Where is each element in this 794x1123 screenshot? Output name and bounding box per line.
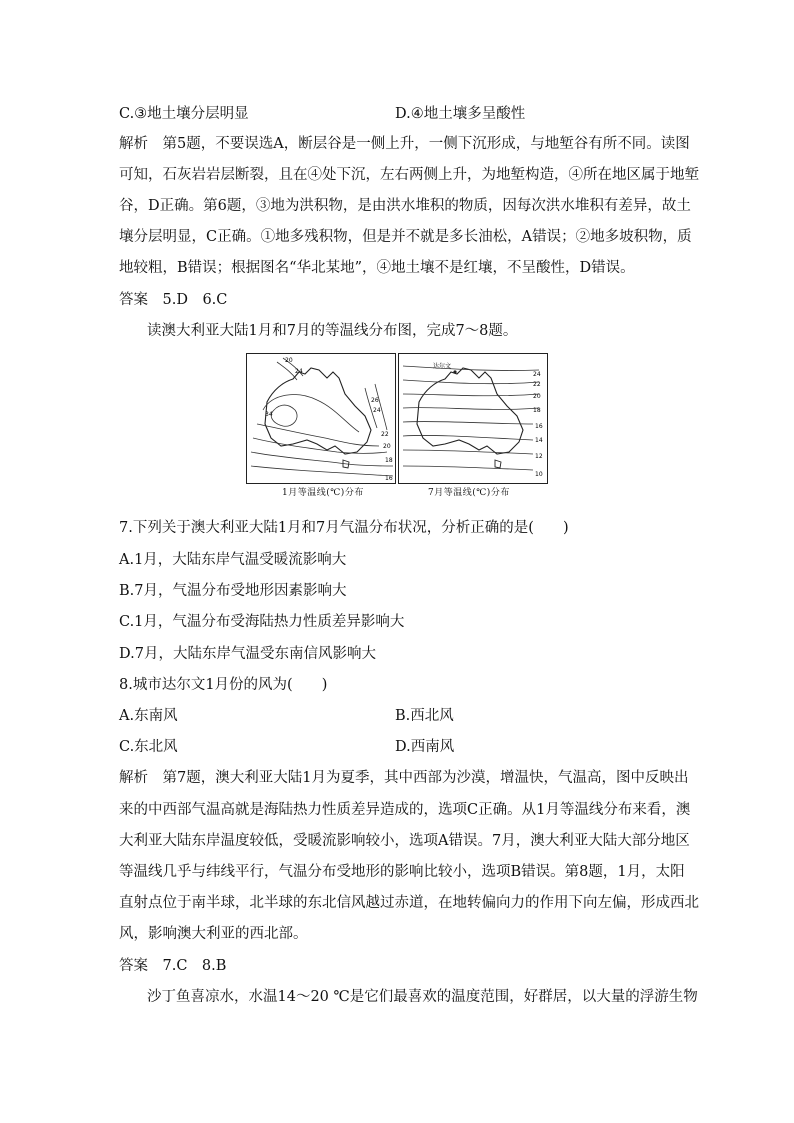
july-isotherm-map: [398, 353, 548, 484]
isotherm-label: 24: [295, 368, 303, 375]
isotherm-label: 20: [383, 443, 391, 450]
analysis-line: 地较粗，B错误；根据图名“华北某地”，④地土壤不是红壤，不呈酸性，D错误。: [119, 260, 635, 276]
isotherm-label: 16: [535, 423, 543, 430]
isotherm-label: 10: [535, 471, 543, 478]
answer-7-8: 答案 7.C 8.B: [119, 958, 227, 974]
option-6d: D.④地土壤多呈酸性: [395, 106, 526, 122]
option-7a: A.1月，大陆东岸气温受暖流影响大: [119, 552, 347, 568]
isotherm-label: 34: [265, 411, 273, 418]
july-caption: 7月等温线(℃)分布: [428, 488, 510, 498]
isotherm-label: 24: [373, 407, 381, 414]
analysis-line: 来的中西部气温高就是海陆热力性质差异造成的，选项C正确。从1月等温线分布来看，澳: [119, 802, 691, 818]
january-isotherm-map: [246, 353, 396, 484]
analysis-line: 直射点位于南半球，北半球的东北信风越过赤道，在地转偏向力的作用下向左偏，形成西北: [119, 895, 699, 911]
continent-outline: [417, 368, 523, 454]
option-6c: C.③地土壤分层明显: [119, 106, 249, 122]
isotherm-label: 22: [381, 431, 389, 438]
analysis-line: 壤分层明显，C正确。①地多残积物，但是并不就是多长油松，A错误；②地多坡积物，质: [119, 229, 692, 245]
analysis-line: 风，影响澳大利亚的西北部。: [119, 926, 308, 942]
isotherm-label: 20: [285, 357, 293, 364]
option-8b: B.西北风: [395, 708, 454, 724]
question-7-stem: 7.下列关于澳大利亚大陆1月和7月气温分布状况，分析正确的是( ): [119, 520, 569, 536]
analysis-line: 大利亚大陆东岸温度较低，受暖流影响较小，选项A错误。7月，澳大利亚大陆大部分地区: [119, 833, 690, 849]
analysis-line: 谷，D正确。第6题，③地为洪积物，是由洪水堆积的物质，因每次洪水堆积有差异，故土: [119, 198, 691, 214]
isotherm-label: 20: [533, 393, 541, 400]
analysis-line: 等温线几乎与纬线平行，气温分布受地形的影响比较小，选项B错误。第8题，1月，太阳: [119, 864, 685, 880]
january-caption: 1月等温线(℃)分布: [282, 488, 364, 498]
tasmania: [495, 460, 501, 468]
isotherm-label: 12: [535, 453, 543, 460]
january-map-drawing: [247, 354, 395, 483]
isotherm-label: 24: [533, 371, 541, 378]
intro-7-8: 读澳大利亚大陆1月和7月的等温线分布图，完成7～8题。: [147, 323, 518, 339]
july-map-drawing: [399, 354, 547, 483]
isotherm-label: 26: [371, 397, 379, 404]
darwin-marker: [453, 370, 456, 373]
option-8c: C.东北风: [119, 739, 178, 755]
option-8a: A.东南风: [119, 708, 178, 724]
option-7c: C.1月，气温分布受海陆热力性质差异影响大: [119, 614, 405, 630]
isotherm-label: 18: [533, 407, 541, 414]
isotherm-label: 22: [533, 381, 541, 388]
option-8d: D.西南风: [395, 739, 455, 755]
isotherm-label: 14: [535, 437, 543, 444]
question-8-stem: 8.城市达尔文1月份的风为( ): [119, 677, 328, 693]
answer-5-6: 答案 5.D 6.C: [119, 292, 228, 308]
next-paragraph: 沙丁鱼喜凉水，水温14～20 ℃是它们最喜欢的温度范围，好群居，以大量的浮游生物: [147, 989, 698, 1005]
analysis-line: 解析 第7题，澳大利亚大陆1月为夏季，其中西部为沙漠，增温快，气温高，图中反映出: [119, 770, 689, 786]
analysis-line: 解析 第5题，不要误选A，断层谷是一侧上升，一侧下沉形成，与地堑谷有所不同。读图: [119, 136, 690, 152]
continent-outline: [265, 368, 371, 454]
isotherm-label: 18: [385, 457, 393, 464]
isotherm-figure: [246, 353, 548, 503]
city-label: 达尔文: [433, 363, 452, 370]
isotherm-label: 16: [385, 475, 393, 482]
analysis-line: 可知，石灰岩岩层断裂，且在④处下沉，左右两侧上升，为地堑构造，④所在地区属于地堑: [119, 167, 699, 183]
option-7d: D.7月，大陆东岸气温受东南信风影响大: [119, 646, 376, 662]
option-7b: B.7月，气温分布受地形因素影响大: [119, 583, 347, 599]
